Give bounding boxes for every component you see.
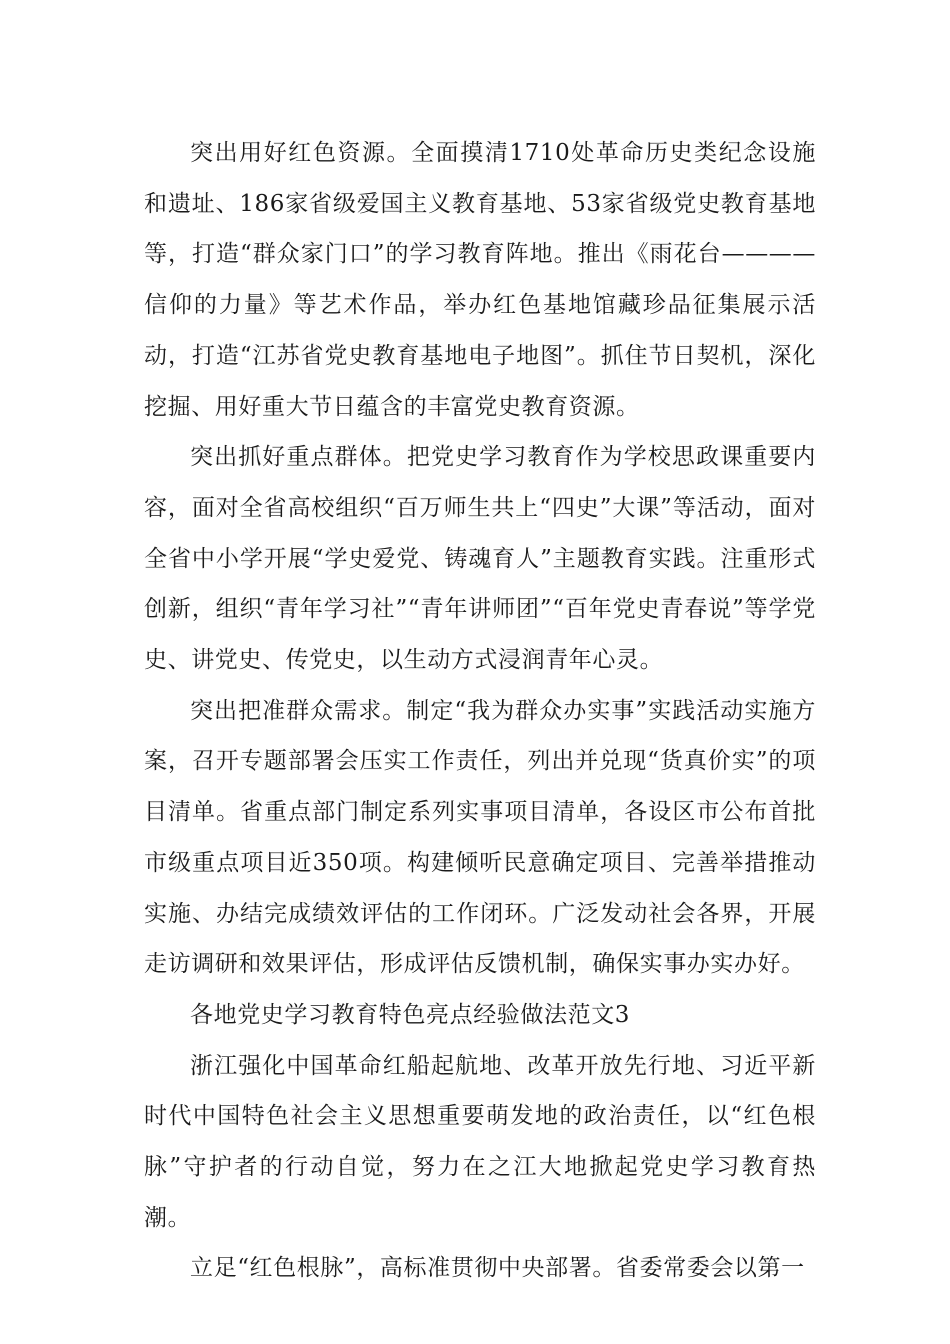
paragraph-red-roots: 立足“红色根脉”，高标准贯彻中央部署。省委常委会以第一	[190, 1255, 805, 1282]
paragraph-public-needs: 突出把准群众需求。制定“我为群众办实事”实践活动实施方案，召开专题部署会压实工作责任，列出并兑现“货真价实”的项目清单。省重点部门制定系列实事项目清单，各设区市公布首批市级重点项目近350项。构建倾听民意确定项目、完善举措推动实施、办结完成绩效评估的工作闭环。广泛发动社会各界，开展走访调研和效果评估，形成评估反馈机制，确保实事办实办好。	[144, 697, 816, 978]
paragraph-zhejiang-intro: 浙江强化中国革命红船起航地、改革开放先行地、习近平新时代中国特色社会主义思想重要萌发地的政治责任，以“红色根脉”守护者的行动自觉，努力在之江大地掀起党史学习教育热潮。	[144, 1052, 816, 1231]
section-heading: 各地党史学习教育特色亮点经验做法范文3	[190, 1001, 631, 1028]
document-body	[144, 128, 816, 1294]
paragraph-red-resources: 突出用好红色资源。全面摸清1710处革命历史类纪念设施和遗址、186家省级爱国主义教育基地、53家省级党史教育基地等，打造“群众家门口”的学习教育阵地。推出《雨花台————信仰的力量》等艺术作品，举办红色基地馆藏珍品征集展示活动，打造“江苏省党史教育基地电子地图”。抓住节日契机，深化挖掘、用好重大节日蕴含的丰富党史教育资源。	[144, 140, 816, 420]
paragraph-key-groups: 突出抓好重点群体。把党史学习教育作为学校思政课重要内容，面对全省高校组织“百万师生共上“四史”大课”等活动，面对全省中小学开展“学史爱党、铸魂育人”主题教育实践。注重形式创新，组织“青年学习社”“青年讲师团”“百年党史青春说”等学党史、讲党史、传党史，以生动方式浸润青年心灵。	[144, 444, 816, 674]
